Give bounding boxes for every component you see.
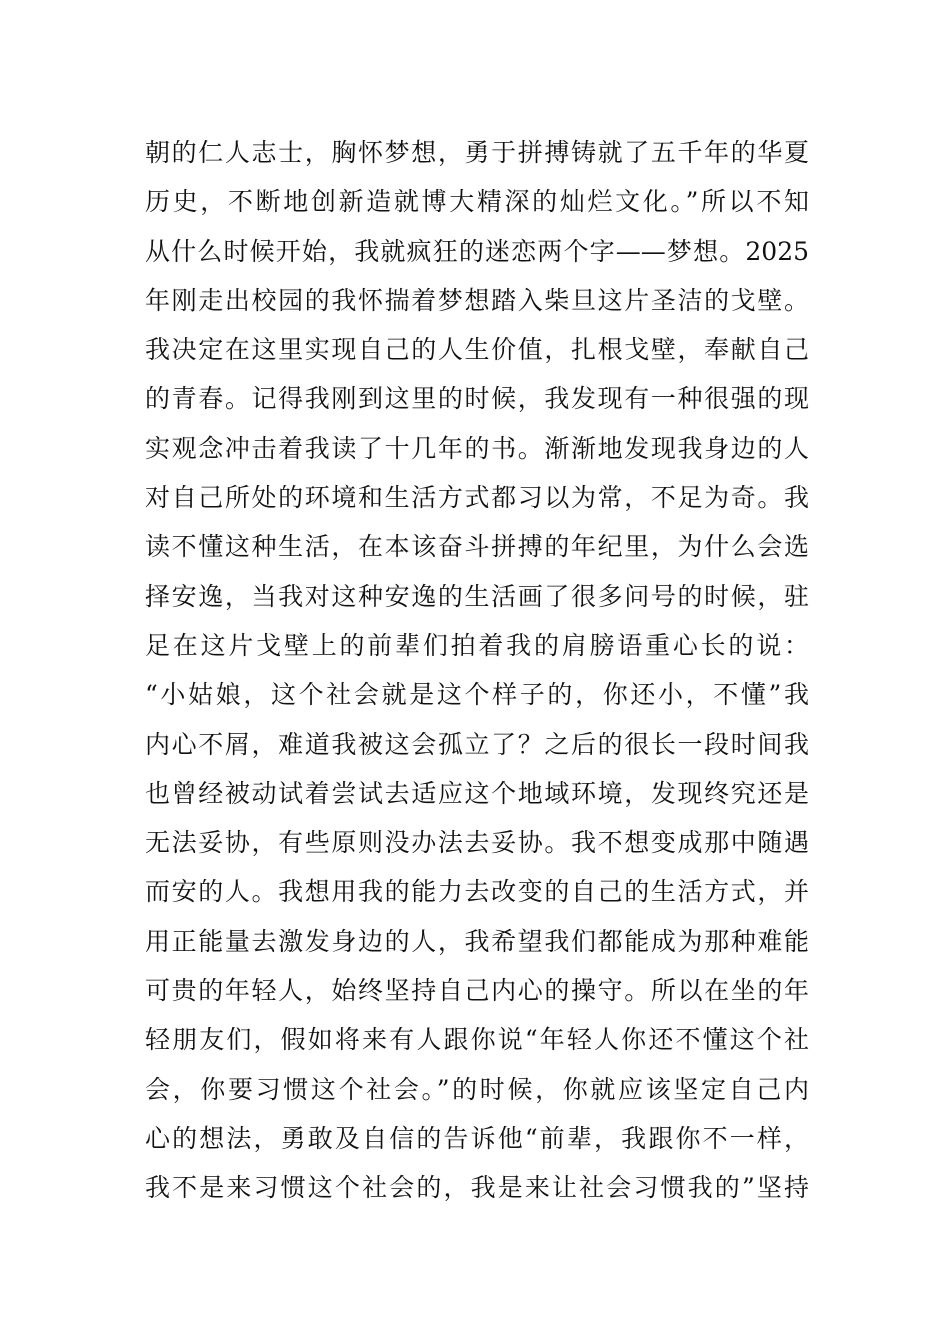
body-text xyxy=(145,128,809,1213)
text-line: 朝的仁人志士，胸怀梦想，勇于拼搏铸就了五千年的华夏 xyxy=(145,138,809,167)
text-line: 足在这片戈壁上的前辈们拍着我的肩膀语重心长的说： xyxy=(145,630,809,660)
text-line: 我决定在这里实现自己的人生价值，扎根戈壁，奉献自己 xyxy=(145,335,809,365)
text-line: 我不是来习惯这个社会的，我是来让社会习惯我的”坚持 xyxy=(145,1173,809,1203)
text-line: 心的想法，勇敢及自信的告诉他“前辈，我跟你不一样， xyxy=(145,1123,809,1153)
text-line: 内心不屑，难道我被这会孤立了？之后的很长一段时间我 xyxy=(145,729,809,759)
text-line: 读不懂这种生活，在本该奋斗拼搏的年纪里，为什么会选 xyxy=(145,532,809,562)
text-line: 的青春。记得我刚到这里的时候，我发现有一种很强的现 xyxy=(145,384,809,414)
text-line: 对自己所处的环境和生活方式都习以为常，不足为奇。我 xyxy=(145,483,809,513)
text-line: 择安逸，当我对这种安逸的生活画了很多问号的时候，驻 xyxy=(145,581,809,611)
text-line: 年刚走出校园的我怀揣着梦想踏入柴旦这片圣洁的戈壁。 xyxy=(145,285,809,315)
text-line: 历史，不断地创新造就博大精深的灿烂文化。”所以不知 xyxy=(145,187,809,217)
text-line: 会，你要习惯这个社会。”的时候，你就应该坚定自己内 xyxy=(145,1074,809,1104)
text-line: 可贵的年轻人，始终坚持自己内心的操守。所以在坐的年 xyxy=(145,976,809,1006)
text-line: “小姑娘，这个社会就是这个样子的，你还小，不懂”我 xyxy=(145,680,809,710)
text-line: 而安的人。我想用我的能力去改变的自己的生活方式，并 xyxy=(145,877,809,907)
text-line: 实观念冲击着我读了十几年的书。渐渐地发现我身边的人 xyxy=(145,433,809,463)
text-line: 无法妥协，有些原则没办法去妥协。我不想变成那中随遇 xyxy=(145,828,809,858)
text-line: 用正能量去激发身边的人，我希望我们都能成为那种难能 xyxy=(145,926,809,956)
text-line: 从什么时候开始，我就疯狂的迷恋两个字——梦想。2025 xyxy=(145,236,809,266)
text-line: 也曾经被动试着尝试去适应这个地域环境，发现终究还是 xyxy=(145,778,809,808)
text-line: 轻朋友们，假如将来有人跟你说“年轻人你还不懂这个社 xyxy=(145,1025,809,1055)
